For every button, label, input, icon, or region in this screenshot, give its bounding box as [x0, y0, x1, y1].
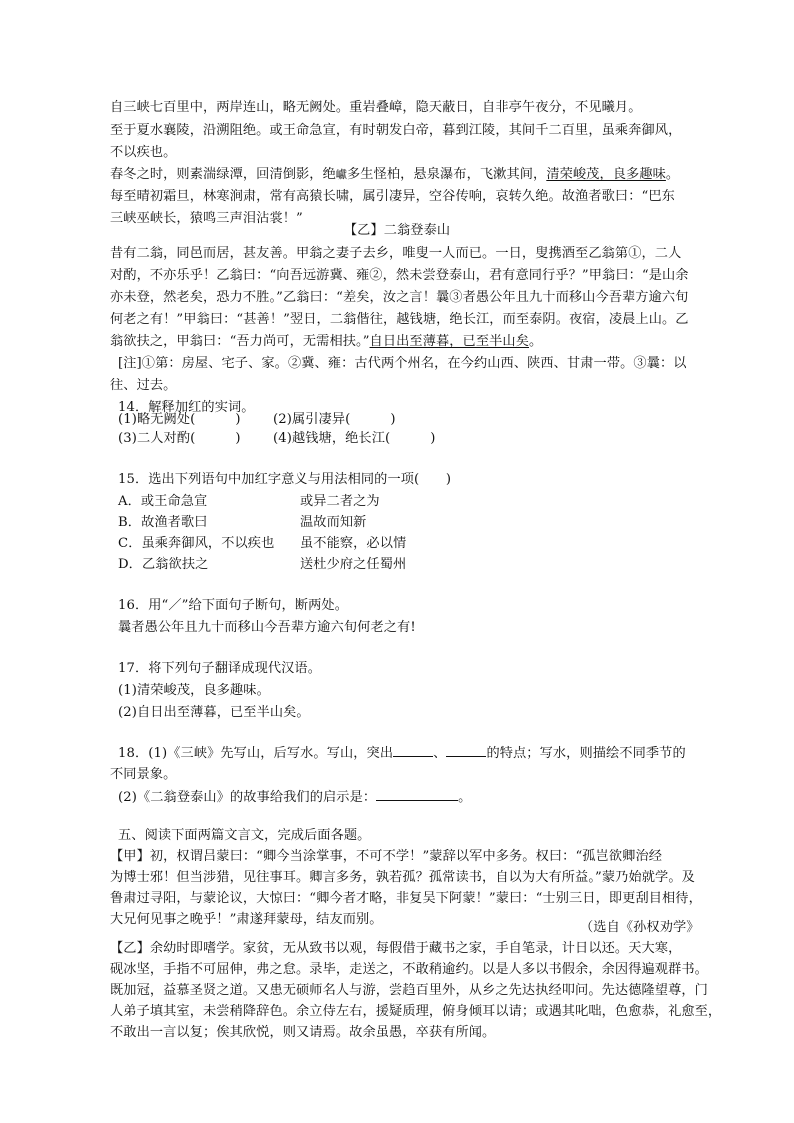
section5-b-line-3: 既加冠，益慕圣贤之道。又患无硕师名人与游，尝趋百里外，从乡之先达执经叩问。先达德隆望尊，门: [110, 983, 708, 998]
underlined-sentence: 清荣峻茂，良多趣味: [546, 167, 666, 182]
q14-item-text: (3)二人对酌(: [118, 431, 196, 446]
q14-item-2: [273, 410, 396, 430]
q14-item-4: [273, 429, 436, 449]
answer-blank[interactable]: [376, 787, 458, 801]
q18-line-3: [118, 787, 471, 807]
passage-a-text: 春冬之时，则素湍绿潭，回清倒影，绝: [110, 167, 336, 182]
answer-blank[interactable]: [446, 743, 486, 757]
q15-option-d: D．乙翁欲扶之: [118, 557, 209, 572]
q14-paren: ): [235, 431, 241, 446]
answer-blank[interactable]: [393, 743, 433, 757]
q15-option-b-compare: 温故而知新: [300, 515, 367, 530]
q17-item-1: (1)清荣峻茂，良多趣味。: [118, 683, 270, 698]
q14-paren: ): [390, 412, 396, 427]
q15-option-d-compare: 送杜少府之任蜀州: [300, 557, 407, 572]
q17-item-2: (2)自日出至薄暮，已至半山矣。: [118, 705, 310, 720]
q18-text: 18．(1)《三峡》先写山，后写水。写山，突出: [118, 746, 394, 761]
passage-b-line-2: 对酌，不亦乐乎！乙翁曰：“向吾远游冀、雍②，然未尝登泰山，君有意同行乎？”甲翁曰：“是山余: [110, 268, 689, 283]
q14-paren: ): [430, 431, 436, 446]
q14-paren: ): [235, 412, 241, 427]
note-line-2: 往、过去。: [110, 378, 177, 393]
passage-a-line-5: 每至晴初霜旦，林寒涧肃，常有高猿长啸，属引凄异，空谷传响，哀转久绝。故渔者歌曰：“巴东: [110, 189, 675, 204]
q16-sentence: 曩者愚公年且九十而移山今吾辈方逾六旬何老之有!: [118, 620, 416, 635]
q14-stem: 14．解释加红的实词。: [118, 400, 255, 415]
passage-a-line-6: 三峡巫峡长，猿鸣三声泪沾裳！”: [110, 211, 303, 226]
passage-a-text: 多生怪柏，悬泉瀑布，飞漱其间，: [347, 167, 547, 182]
section5-b-line-1: 【乙】余幼时即嗜学。家贫，无从致书以观，每假借于藏书之家，手自笔录，计日以还。天大寒，: [110, 941, 682, 956]
q14-item-text: (2)属引凄异(: [273, 412, 351, 427]
q15-option-a: A．或王命急宣: [118, 494, 208, 509]
passage-a-line-3: 不以疾也。: [110, 145, 177, 160]
q14-item-text: (4)越钱塘，绝长江(: [273, 431, 391, 446]
passage-a-text: 。: [665, 167, 680, 182]
q14-item-3: [118, 429, 241, 449]
passage-a-line-4: [110, 165, 679, 185]
source-citation: （选自《孙权劝学》: [580, 920, 700, 935]
section5-a-line-4: 大兄何见事之晚乎！”肃遂拜蒙母，结友而别。: [110, 912, 383, 927]
passage-a-line-2: 至于夏水襄陵，沿溯阻绝。或王命急宣，有时朝发白帝，暮到江陵，其间千二百里，虽乘奔御风，: [110, 123, 682, 138]
q18-text: (2)《二翁登泰山》的故事给我们的启示是：: [118, 790, 377, 805]
section5-a-line-1: 【甲】初，权谓吕蒙曰：“卿今当涂掌事，不可不学！”蒙辞以军中多务。权曰：“孤岂欲卿治经: [110, 849, 663, 864]
q15-option-a-compare: 或异二者之为: [300, 494, 380, 509]
passage-b-title: 【乙】二翁登泰山: [343, 223, 451, 238]
passage-b-text: 翁欲扶之，甲翁曰：“吾力尚可，无需相扶。”: [110, 334, 370, 349]
section5-a-line-2: 为博士邪！但当涉猎，见往事耳。卿言多务，孰若孤？孤常读书，自以为大有所益。”蒙乃始就学。及: [110, 870, 695, 885]
q18-line-2: 不同景象。: [110, 767, 177, 782]
passage-b-line-5: [110, 332, 542, 352]
q15-option-c: C．虽乘奔御风，不以疾也: [118, 536, 275, 551]
passage-b-line-4: 何老之有！”甲翁曰：“甚善！”翌日，二翁偕往，越钱塘，绝长江，而至泰阴。夜宿，凌晨上山。乙: [110, 312, 689, 327]
section5-b-line-5: 不敢出一言以复；俟其欣悦，则又请焉。故余虽愚，卒获有所闻。: [110, 1025, 496, 1040]
q15-option-b: B．故渔者歌曰: [118, 515, 208, 530]
passage-b-line-3: 亦未登，然老矣，恐力不胜。”乙翁曰：“差矣，汝之言！曩③者愚公年且九十而移山今吾辈方逾六旬: [110, 290, 689, 305]
passage-b-text: 。: [529, 334, 543, 349]
passage-a-rare-glyph: 巘: [335, 168, 347, 181]
q14-item-text: (1)略无阙处(: [118, 412, 196, 427]
section-5-title: 五、阅读下面两篇文言文，完成后面各题。: [118, 828, 371, 843]
q18-text: 的特点；写水，则描绘不同季节的: [486, 746, 686, 761]
q16-stem: 16．用“／”给下面句子断句，断两处。: [118, 598, 348, 613]
q15-stem: 15．选出下列语句中加红字意义与用法相同的一项( ): [118, 472, 452, 487]
q14-item-1: [118, 410, 241, 430]
q18-text: 。: [458, 790, 472, 805]
note-line-1: [注]①第：房屋、宅子、家。②冀、雍：古代两个州名，在今约山西、陕西、甘肃一带。③曩：以: [118, 356, 687, 371]
q18-text: 、: [433, 746, 447, 761]
q15-option-c-compare: 虽不能察，必以情: [300, 536, 407, 551]
passage-b-line-1: 昔有二翁，同邑而居，甚友善。甲翁之妻子去乡，唯叟一人而已。一日，叟携酒至乙翁第①，二人: [110, 246, 682, 261]
section5-a-line-3: 鲁肃过寻阳，与蒙论议，大惊曰：“卿今者才略，非复吴下阿蒙！”蒙曰：“士别三日，即更刮目相待，: [110, 891, 702, 906]
underlined-sentence: 自日出至薄暮，已至半山矣: [369, 334, 529, 349]
q18-line-1: [118, 743, 686, 763]
section5-b-line-2: 砚冰坚，手指不可屈伸，弗之怠。录毕，走送之，不敢稍逾约。以是人多以书假余，余因得遍观群书。: [110, 962, 708, 977]
passage-a-line-1: 自三峡七百里中，两岸连山，略无阙处。重岩叠嶂，隐天蔽日，自非亭午夜分，不见曦月。: [110, 100, 642, 115]
q17-stem: 17．将下列句子翻译成现代汉语。: [118, 661, 322, 676]
section5-b-line-4: 人弟子填其室，未尝稍降辞色。余立侍左右，援疑质理，俯身倾耳以请；或遇其叱咄，色愈恭，礼愈至，: [110, 1004, 722, 1019]
